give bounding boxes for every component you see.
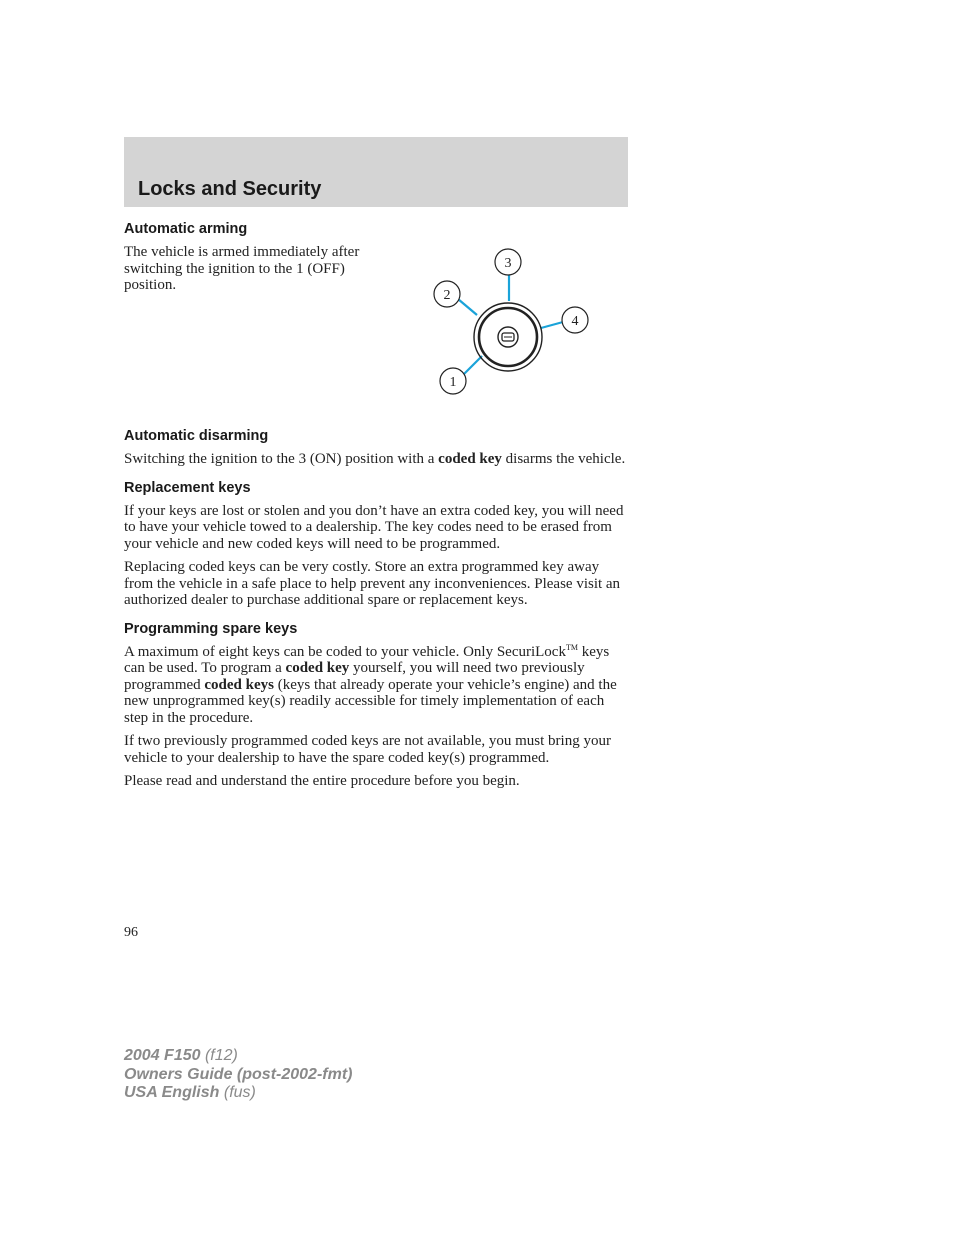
programming-spare-keys-heading: Programming spare keys bbox=[124, 620, 298, 637]
line-position-4 bbox=[541, 322, 563, 328]
line-position-2 bbox=[458, 299, 477, 315]
callout-label-2: 2 bbox=[443, 288, 451, 303]
replacement-keys-paragraph-2: Replacing coded keys can be very costly. Store an extra programmed key away from the vehicle in a safe place to help prevent any inconveniences. Please visit an authorized dealer to purchase additional spare or replacement keys. bbox=[124, 559, 621, 608]
automatic-arming-heading: Automatic arming bbox=[124, 221, 248, 237]
automatic-arming-text: The vehicle is armed immediately after switching the ignition to the 1 (OFF) position. bbox=[124, 244, 360, 293]
automatic-disarming-heading: Automatic disarming bbox=[124, 428, 269, 444]
coded-key-emphasis: coded key bbox=[438, 451, 502, 467]
callout-label-1: 1 bbox=[449, 375, 457, 390]
footer-line-language: USA English (fus) bbox=[124, 1084, 256, 1101]
replacement-keys-heading: Replacement keys bbox=[124, 479, 251, 496]
document-footer bbox=[124, 1047, 352, 1103]
footer-line-guide: Owners Guide (post-2002-fmt) bbox=[124, 1065, 353, 1083]
replacement-keys-section bbox=[124, 479, 630, 609]
ignition-positions-lines bbox=[458, 275, 563, 374]
programming-spare-keys-section bbox=[124, 620, 630, 790]
automatic-disarming-text: Switching the ignition to the 3 (ON) position with a coded key disarms the vehicle. bbox=[124, 451, 626, 467]
line-position-1 bbox=[464, 356, 482, 374]
section-title: Locks and Security bbox=[138, 178, 322, 200]
programming-spare-keys-paragraph-2: If two previously programmed coded keys are not available, you must bring your vehicle to your dealership to have the spare coded key(s) programmed. bbox=[124, 733, 611, 766]
footer-line-model: 2004 F150 (f12) bbox=[124, 1047, 238, 1064]
automatic-arming-section bbox=[124, 220, 630, 416]
page-number: 96 bbox=[124, 925, 138, 940]
programming-spare-keys-paragraph-3: Please read and understand the entire procedure before you begin. bbox=[124, 773, 520, 789]
programming-spare-keys-paragraph-1: A maximum of eight keys can be coded to your vehicle. Only SecuriLock™ keys can be used. To program a coded key yourself, you will need two previously programmed coded keys (keys that already operate your vehicle’s engine) and the new unprogrammed key(s) readily accessible for timely implementation of each step in the procedure. bbox=[124, 642, 617, 726]
callout-label-3: 3 bbox=[504, 256, 512, 271]
callout-label-4: 4 bbox=[571, 314, 579, 329]
replacement-keys-paragraph-1: If your keys are lost or stolen and you don’t have an extra coded key, you will need to have your vehicle towed to a dealership. The key codes need to be erased from your vehicle and new coded keys will need to be programmed. bbox=[124, 502, 624, 552]
ignition-switch-diagram bbox=[424, 242, 594, 402]
page-content bbox=[124, 220, 630, 797]
section-header-band bbox=[124, 137, 628, 207]
ignition-cylinder-icon bbox=[474, 303, 542, 371]
trademark-mark: TM bbox=[565, 642, 578, 652]
automatic-disarming-section bbox=[124, 427, 630, 468]
